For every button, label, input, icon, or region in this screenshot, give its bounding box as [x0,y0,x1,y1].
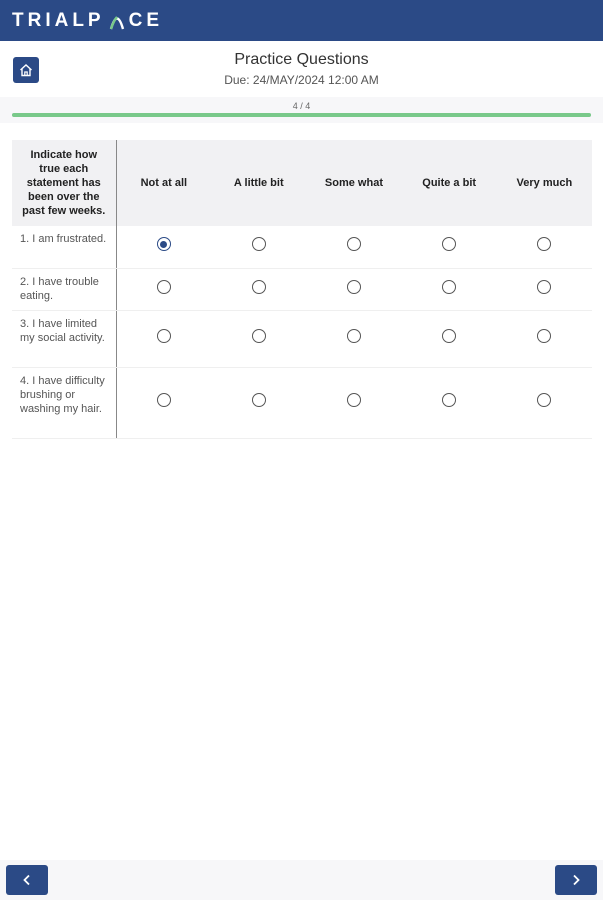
question-text: 4. I have difficulty brushing or washing my hair. [12,367,116,438]
answer-radio[interactable] [442,393,456,407]
page-header [0,41,603,99]
answer-cell [211,226,306,268]
answer-radio[interactable] [252,237,266,251]
top-bar [0,0,603,41]
footer-nav [0,860,603,900]
next-button[interactable] [555,865,597,895]
option-header-a-little-bit: A little bit [211,140,306,226]
answer-cell [497,367,592,438]
trialpace-logo [12,10,163,32]
answer-cell [497,268,592,310]
question-row [12,226,592,268]
question-text: 1. I am frustrated. [12,226,116,268]
answer-cell [497,310,592,367]
question-row [12,310,592,367]
answer-cell [402,367,497,438]
answer-cell [402,226,497,268]
answer-cell [116,268,211,310]
answer-cell [211,310,306,367]
answer-radio[interactable] [252,393,266,407]
previous-button[interactable] [6,865,48,895]
answer-cell [497,226,592,268]
answer-radio[interactable] [347,329,361,343]
answer-cell [116,310,211,367]
answer-radio[interactable] [157,393,171,407]
answer-cell [211,268,306,310]
answer-radio[interactable] [537,329,551,343]
grid-header-row [12,140,592,226]
option-header-very-much: Very much [497,140,592,226]
logo-arc-icon [109,12,125,30]
answer-cell [306,226,401,268]
answer-radio[interactable] [157,237,171,251]
answer-cell [306,310,401,367]
answer-cell [116,226,211,268]
question-text: 3. I have limited my social activity. [12,310,116,367]
answer-radio[interactable] [347,280,361,294]
question-row [12,367,592,438]
answer-cell [402,310,497,367]
answer-radio[interactable] [157,329,171,343]
answer-radio[interactable] [347,393,361,407]
answer-radio[interactable] [442,329,456,343]
chevron-right-icon [570,874,582,886]
option-header-quite-a-bit: Quite a bit [402,140,497,226]
answer-radio[interactable] [252,280,266,294]
question-header: Indicate how true each statement has been over the past few weeks. [12,140,116,226]
answer-radio[interactable] [537,280,551,294]
page-title: Practice Questions [234,51,369,68]
answer-radio[interactable] [537,237,551,251]
chevron-left-icon [21,874,33,886]
question-row [12,268,592,310]
answer-radio[interactable] [442,280,456,294]
question-text: 2. I have trouble eating. [12,268,116,310]
answer-radio[interactable] [347,237,361,251]
question-grid [12,140,592,439]
answer-radio[interactable] [252,329,266,343]
option-header-some-what: Some what [306,140,401,226]
answer-cell [211,367,306,438]
logo-text-start: TRIALP [12,9,105,31]
answer-cell [306,367,401,438]
progress-label: 4 / 4 [292,101,311,111]
answer-radio[interactable] [157,280,171,294]
answer-radio[interactable] [442,237,456,251]
option-header-not-at-all: Not at all [116,140,211,226]
logo-text-end: CE [128,9,164,31]
answer-cell [306,268,401,310]
progress-bar [12,113,591,117]
progress-section [0,97,603,123]
answer-radio[interactable] [537,393,551,407]
answer-cell [402,268,497,310]
due-date: Due: 24/MAY/2024 12:00 AM [224,73,379,87]
progress-bar-fill [12,113,591,117]
answer-cell [116,367,211,438]
